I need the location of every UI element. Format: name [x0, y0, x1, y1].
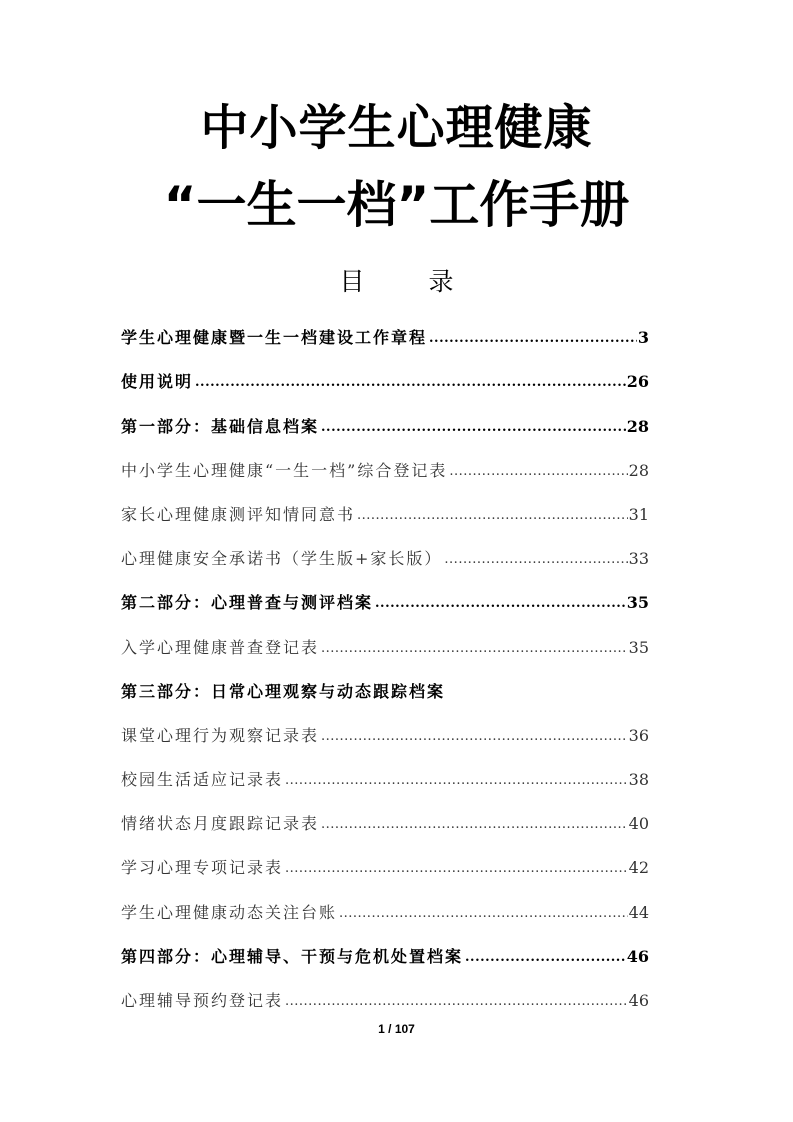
- toc-entry[interactable]: [121, 398, 649, 442]
- toc-entry-label: 学生心理健康暨一生一档建设工作章程: [121, 328, 428, 348]
- toc-entry-label: 家长心理健康测评知情同意书: [121, 504, 356, 524]
- toc-entry-label: 第一部分：基础信息档案: [121, 416, 320, 436]
- toc-dot-leader: [285, 774, 628, 788]
- toc-entry-page: 42: [628, 858, 649, 878]
- toc-dot-leader: [465, 951, 626, 965]
- toc-entry-label: 校园生活适应记录表: [121, 770, 284, 790]
- toc-dot-leader: [285, 995, 628, 1009]
- toc-dot-leader: [375, 597, 626, 611]
- toc-dot-leader: [449, 465, 627, 479]
- toc-entry[interactable]: [121, 752, 649, 796]
- toc-dot-leader: [285, 862, 628, 876]
- toc-entry[interactable]: [121, 575, 649, 619]
- toc-entry[interactable]: [121, 619, 649, 663]
- toc-entry-page: 26: [626, 372, 649, 392]
- toc-entry-page: 46: [628, 991, 649, 1010]
- toc-entry-page: 36: [628, 725, 649, 745]
- toc-entry-label: 第二部分：心理普查与测评档案: [121, 593, 374, 613]
- toc-entry-page: 28: [628, 460, 649, 480]
- toc-entry-label: 入学心理健康普查登记表: [121, 637, 320, 657]
- toc-entry-page: 31: [628, 504, 649, 524]
- toc-entry-label: 学生心理健康动态关注台账: [121, 902, 338, 922]
- toc-entry[interactable]: [121, 354, 649, 398]
- toc-entry-page: 33: [628, 549, 649, 569]
- toc-entry-label: 中小学生心理健康“一生一档”综合登记表: [121, 460, 448, 480]
- toc-dot-leader: [321, 642, 628, 656]
- toc-dot-leader: [321, 421, 626, 435]
- table-of-contents: [121, 310, 649, 1017]
- toc-entry-page: 46: [626, 946, 649, 966]
- toc-entry-label: 使用说明: [121, 372, 194, 392]
- toc-dot-leader: [444, 553, 627, 567]
- toc-entry[interactable]: [121, 796, 649, 840]
- toc-entry-label: 情绪状态月度跟踪记录表: [121, 814, 320, 834]
- toc-entry[interactable]: [121, 973, 649, 1017]
- toc-entry-page: 44: [628, 902, 649, 922]
- document-title-line1: 中小学生心理健康: [200, 100, 593, 156]
- toc-entry-page: 3: [637, 328, 649, 348]
- toc-entry[interactable]: [121, 531, 649, 575]
- toc-entry[interactable]: [121, 664, 649, 708]
- toc-dot-leader: [195, 376, 626, 390]
- toc-entry-page: 40: [628, 814, 649, 834]
- toc-entry-label: 心理健康安全承诺书（学生版+家长版）: [121, 549, 443, 569]
- toc-dot-leader: [357, 509, 628, 523]
- toc-dot-leader: [339, 907, 628, 921]
- toc-dot-leader: [321, 730, 628, 744]
- toc-entry-label: 第三部分：日常心理观察与动态跟踪档案: [121, 681, 446, 701]
- toc-entry-page: 38: [628, 770, 649, 790]
- document-title-line2: “一生一档”工作手册: [163, 176, 630, 234]
- toc-entry-label: 学习心理专项记录表: [121, 858, 284, 878]
- toc-entry[interactable]: [121, 929, 649, 973]
- toc-entry[interactable]: [121, 443, 649, 487]
- toc-entry[interactable]: [121, 884, 649, 928]
- toc-entry-label: 心理辅导预约登记表: [121, 991, 284, 1010]
- page-number-footer: 1 / 107: [378, 1022, 415, 1036]
- toc-heading: 目 录: [339, 267, 482, 296]
- toc-entry-label: 课堂心理行为观察记录表: [121, 725, 320, 745]
- toc-entry-page: 28: [626, 416, 649, 436]
- toc-entry-page: 35: [626, 593, 649, 613]
- toc-entry[interactable]: [121, 708, 649, 752]
- toc-entry[interactable]: [121, 487, 649, 531]
- toc-entry-page: 35: [628, 637, 649, 657]
- toc-dot-leader: [429, 332, 637, 346]
- toc-entry-label: 第四部分：心理辅导、干预与危机处置档案: [121, 946, 464, 966]
- toc-entry[interactable]: [121, 310, 649, 354]
- toc-dot-leader: [321, 818, 628, 832]
- toc-entry[interactable]: [121, 840, 649, 884]
